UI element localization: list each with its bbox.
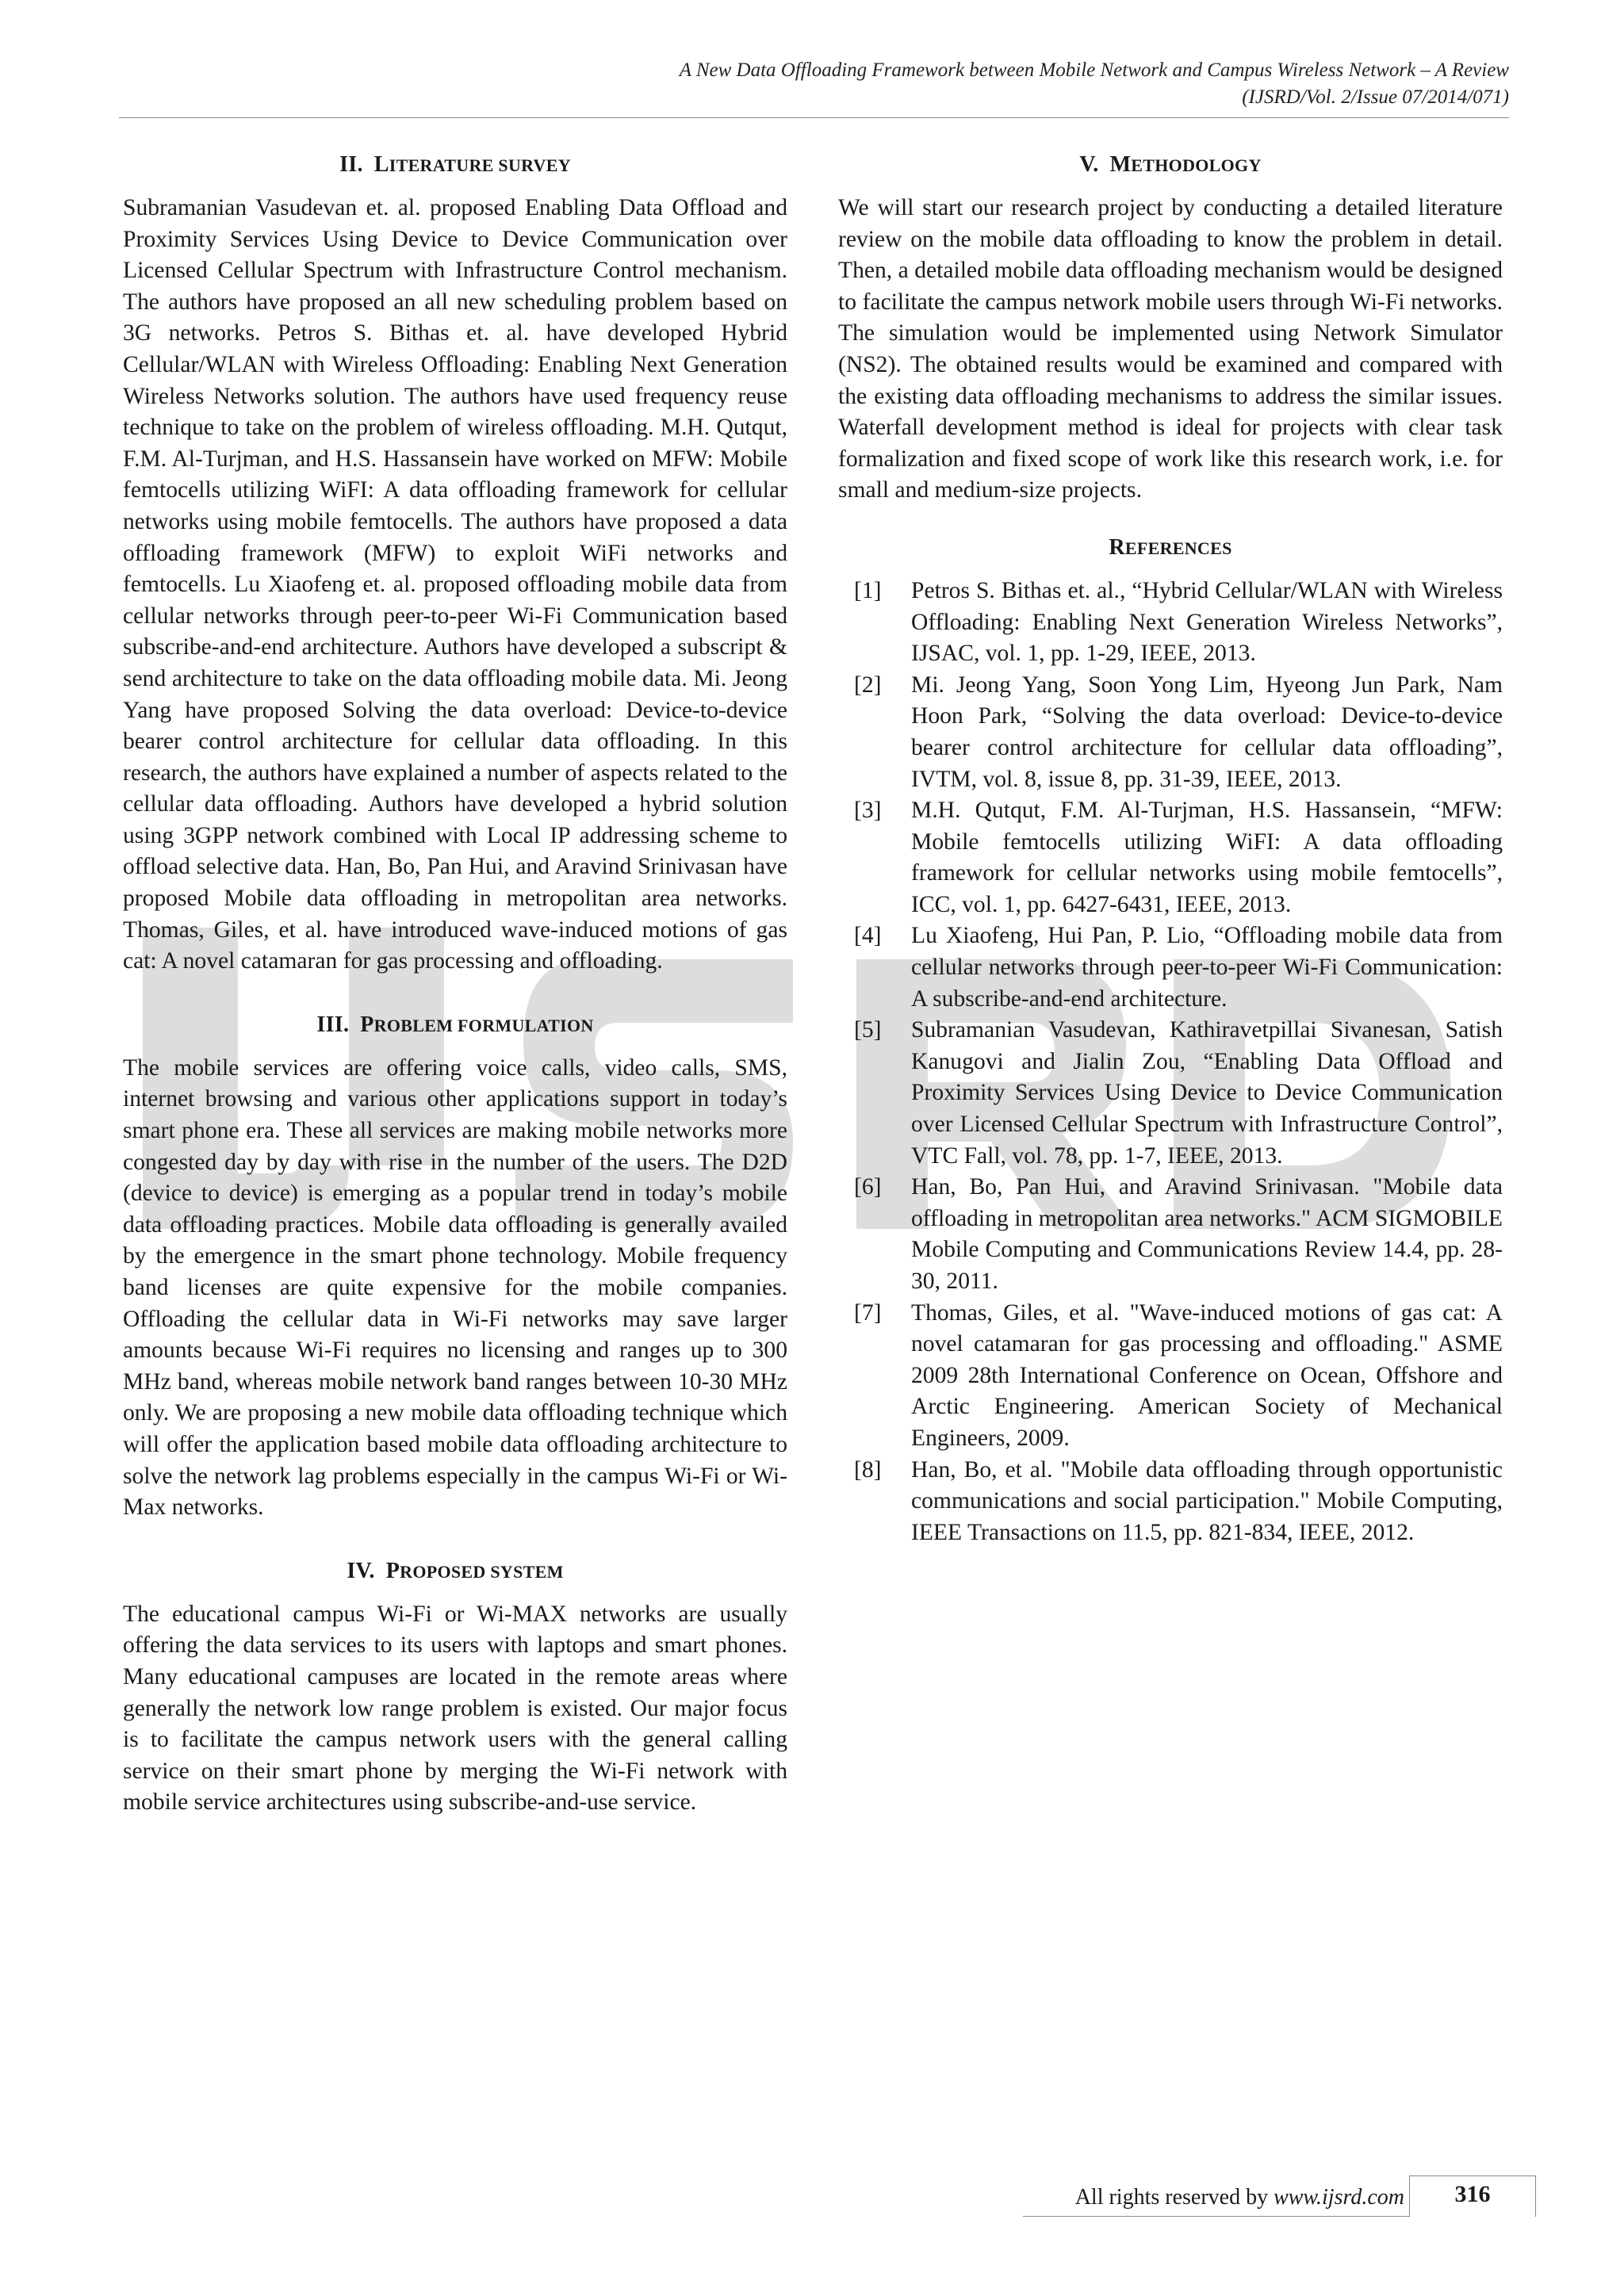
right-column [838, 149, 1503, 1548]
page-number-box [1409, 2175, 1536, 2217]
section-heading-references [838, 532, 1503, 564]
footer-rights-text: All rights reserved by [1074, 2185, 1274, 2210]
section-title-initial: R [1109, 534, 1125, 560]
section-title-initial: L [373, 152, 389, 177]
section-heading-methodology [838, 149, 1503, 182]
reference-text: Subramanian Vasudevan, Kathiravetpillai Sivanesan, Satish Kanugovi and Jialin Zou, “Enabling Data Offload and Proximity Services Using Device to Device Communication over Licensed Cellular Spectrum with Infrastructure Control”, VTC Fall, vol. 78, pp. 1-7, IEEE, 2013. [911, 1017, 1503, 1169]
section-heading-problem-formulation [123, 1009, 787, 1042]
proposed-system-paragraph: The educational campus Wi-Fi or Wi-MAX networks are usually offering the data services to its users with laptops and smart phones. Many educational campuses are located in the remote areas where generally the network low range problem is existed. Our major focus is to facilitate the campus network users with the general calling service on their smart phone by merging the Wi-Fi network with mobile service architectures using subscribe-and-use service. [123, 1601, 787, 1816]
reference-number: [7] [854, 1299, 882, 1326]
reference-list [838, 576, 1503, 1548]
reference-item [854, 1455, 1503, 1549]
reference-item [854, 670, 1503, 795]
reference-number: [4] [854, 923, 882, 949]
section-title-rest: ITERATURE SURVEY [389, 155, 571, 175]
section-title-rest: ROPOSED SYSTEM [400, 1561, 564, 1582]
section-title-initial: P [385, 1558, 400, 1583]
reference-number: [5] [854, 1017, 882, 1043]
problem-formulation-paragraph: The mobile services are offering voice calls, video calls, SMS, internet browsing and various other applications support in today’s smart phone era. These all services are making mobile networks more congested day by day with rise in the number of the users. The D2D (device to device) is emerging as a popular trend in today’s mobile data offloading practices. Mobile data offloading is generally availed by the emergence in the smart phone technology. Mobile frequency band licenses are quite expensive for the mobile companies. Offloading the cellular data in Wi-Fi networks may save larger amounts because Wi-Fi requires no licensing and ranges up to 300 MHz band, whereas mobile network band ranges between 10-30 MHz only. We are proposing a new mobile data offloading technique which will offer the application based mobile data offloading architecture to solve the network lag problems especially in the campus Wi-Fi or Wi-Max networks. [123, 1054, 787, 1521]
reference-item [854, 1298, 1503, 1455]
section-number: V. [1079, 152, 1099, 177]
reference-number: [8] [854, 1456, 882, 1483]
reference-number: [2] [854, 672, 882, 698]
reference-text: Lu Xiaofeng, Hui Pan, P. Lio, “Offloading mobile data from cellular networks through peer-to-peer Wi-Fi Communication: A subscribe-and-end architecture. [911, 923, 1503, 1012]
literature-survey-paragraph: Subramanian Vasudevan et. al. proposed Enabling Data Offload and Proximity Services Using Device to Device Communication over Licensed Cellular Spectrum with Infrastructure Control mechanism. The authors have proposed an all new scheduling problem based on 3G networks. Petros S. Bithas et. al. have developed Hybrid Cellular/WLAN with Wireless Offloading: Enabling Next Generation Wireless Networks solution. The authors have used frequency reuse technique to take on the problem of wireless offloading. M.H. Qutqut, F.M. Al-Turjman, and H.S. Hassansein have worked on MFW: Mobile femtocells utilizing WiFI: A data offloading framework for cellular networks using mobile femtocells. The authors have proposed a data offloading framework (MFW) to exploit WiFi networks and femtocells. Lu Xiaofeng et. al. proposed offloading mobile data from cellular networks through peer-to-peer Wi-Fi Communication based subscribe-and-end architecture. Authors have developed a subscript & send architecture to take on the data offloading mobile data. Mi. Jeong Yang have proposed Solving the data overload: Device-to-device bearer control architecture for cellular data offloading. In this research, the authors have explained a number of aspects related to the cellular data offloading. Authors have developed a hybrid solution using 3GPP network combined with Local IP addressing scheme to offload selective data. Han, Bo, Pan Hui, and Aravind Srinivasan have proposed Mobile data offloading in metropolitan area networks. Thomas, Giles, et al. have introduced wave-induced motions of gas cat: A novel catamaran for gas processing and offloading. [123, 195, 787, 974]
reference-item [854, 795, 1503, 920]
footer-rule [1023, 2216, 1410, 2217]
section-title-rest: ROBLEM FORMULATION [373, 1015, 594, 1035]
page-footer [0, 2172, 1624, 2236]
reference-item [854, 920, 1503, 1015]
footer-site-link[interactable]: www.ijsrd.com [1274, 2185, 1404, 2210]
running-header-title: A New Data Offloading Framework between Mobile Network and Campus Wireless Network – A Review [679, 59, 1509, 81]
reference-item [854, 1172, 1503, 1297]
section-title-rest: EFERENCES [1124, 538, 1232, 558]
reference-item [854, 576, 1503, 670]
reference-text: Petros S. Bithas et. al., “Hybrid Cellular/WLAN with Wireless Offloading: Enabling Next Generation Wireless Networks”, IJSAC, vol. 1, pp. 1-29, IEEE, 2013. [911, 577, 1503, 667]
section-number: III. [316, 1012, 350, 1037]
section-heading-proposed-system [123, 1556, 787, 1588]
section-number: II. [339, 152, 363, 177]
reference-text: M.H. Qutqut, F.M. Al-Turjman, H.S. Hassansein, “MFW: Mobile femtocells utilizing WiFI: A data offloading framework for cellular networks using mobile femtocells”, ICC, vol. 1, pp. 6427-6431, IEEE, 2013. [911, 798, 1503, 917]
reference-text: Thomas, Giles, et al. "Wave-induced motions of gas cat: A novel catamaran for gas processing and offloading." ASME 2009 28th International Conference on Ocean, Offshore and Arctic Engineering. American Society of Mechanical Engineers, 2009. [911, 1299, 1503, 1451]
footer-copyright [1075, 2182, 1404, 2214]
header-rule [119, 117, 1509, 118]
section-title-initial: P [360, 1012, 374, 1037]
reference-text: Han, Bo, Pan Hui, and Aravind Srinivasan. "Mobile data offloading in metropolitan area networks." ACM SIGMOBILE Mobile Computing and Communications Review 14.4, pp. 28-30, 2011. [911, 1174, 1503, 1294]
reference-text: Mi. Jeong Yang, Soon Yong Lim, Hyeong Jun Park, Nam Hoon Park, “Solving the data overload: Device-to-device bearer control architecture for cellular data offloading”, IVTM, vol. 8, issue 8, pp. 31-39, IEEE, 2013. [911, 672, 1503, 792]
section-number: IV. [347, 1558, 375, 1583]
reference-number: [6] [854, 1174, 882, 1200]
running-header-issue: (IJSRD/Vol. 2/Issue 07/2014/071) [1242, 86, 1509, 108]
methodology-paragraph: We will start our research project by conducting a detailed literature review on the mobile data offloading to know the problem in detail. Then, a detailed mobile data offloading mechanism would be designed to facilitate the campus network mobile users through Wi-Fi networks. The simulation would be implemented using Network Simulator (NS2). The obtained results would be examined and compared with the existing data offloading mechanisms to address the similar issues. Waterfall development method is ideal for projects with clear task formalization and fixed scope of work like this research work, i.e. for small and medium-size projects. [838, 195, 1503, 503]
section-title-rest: ETHODOLOGY [1131, 155, 1262, 175]
reference-number: [1] [854, 577, 882, 603]
reference-text: Han, Bo, et al. "Mobile data offloading through opportunistic communications and social participation." Mobile Computing, IEEE Transactions on 11.5, pp. 821-834, IEEE, 2012. [911, 1456, 1503, 1545]
section-title-initial: M [1109, 152, 1132, 177]
page-number: 316 [1454, 2181, 1491, 2207]
reference-item [854, 1015, 1503, 1172]
left-column [123, 149, 787, 1819]
reference-number: [3] [854, 798, 882, 824]
running-header [680, 57, 1509, 111]
section-heading-literature-survey [123, 149, 787, 182]
